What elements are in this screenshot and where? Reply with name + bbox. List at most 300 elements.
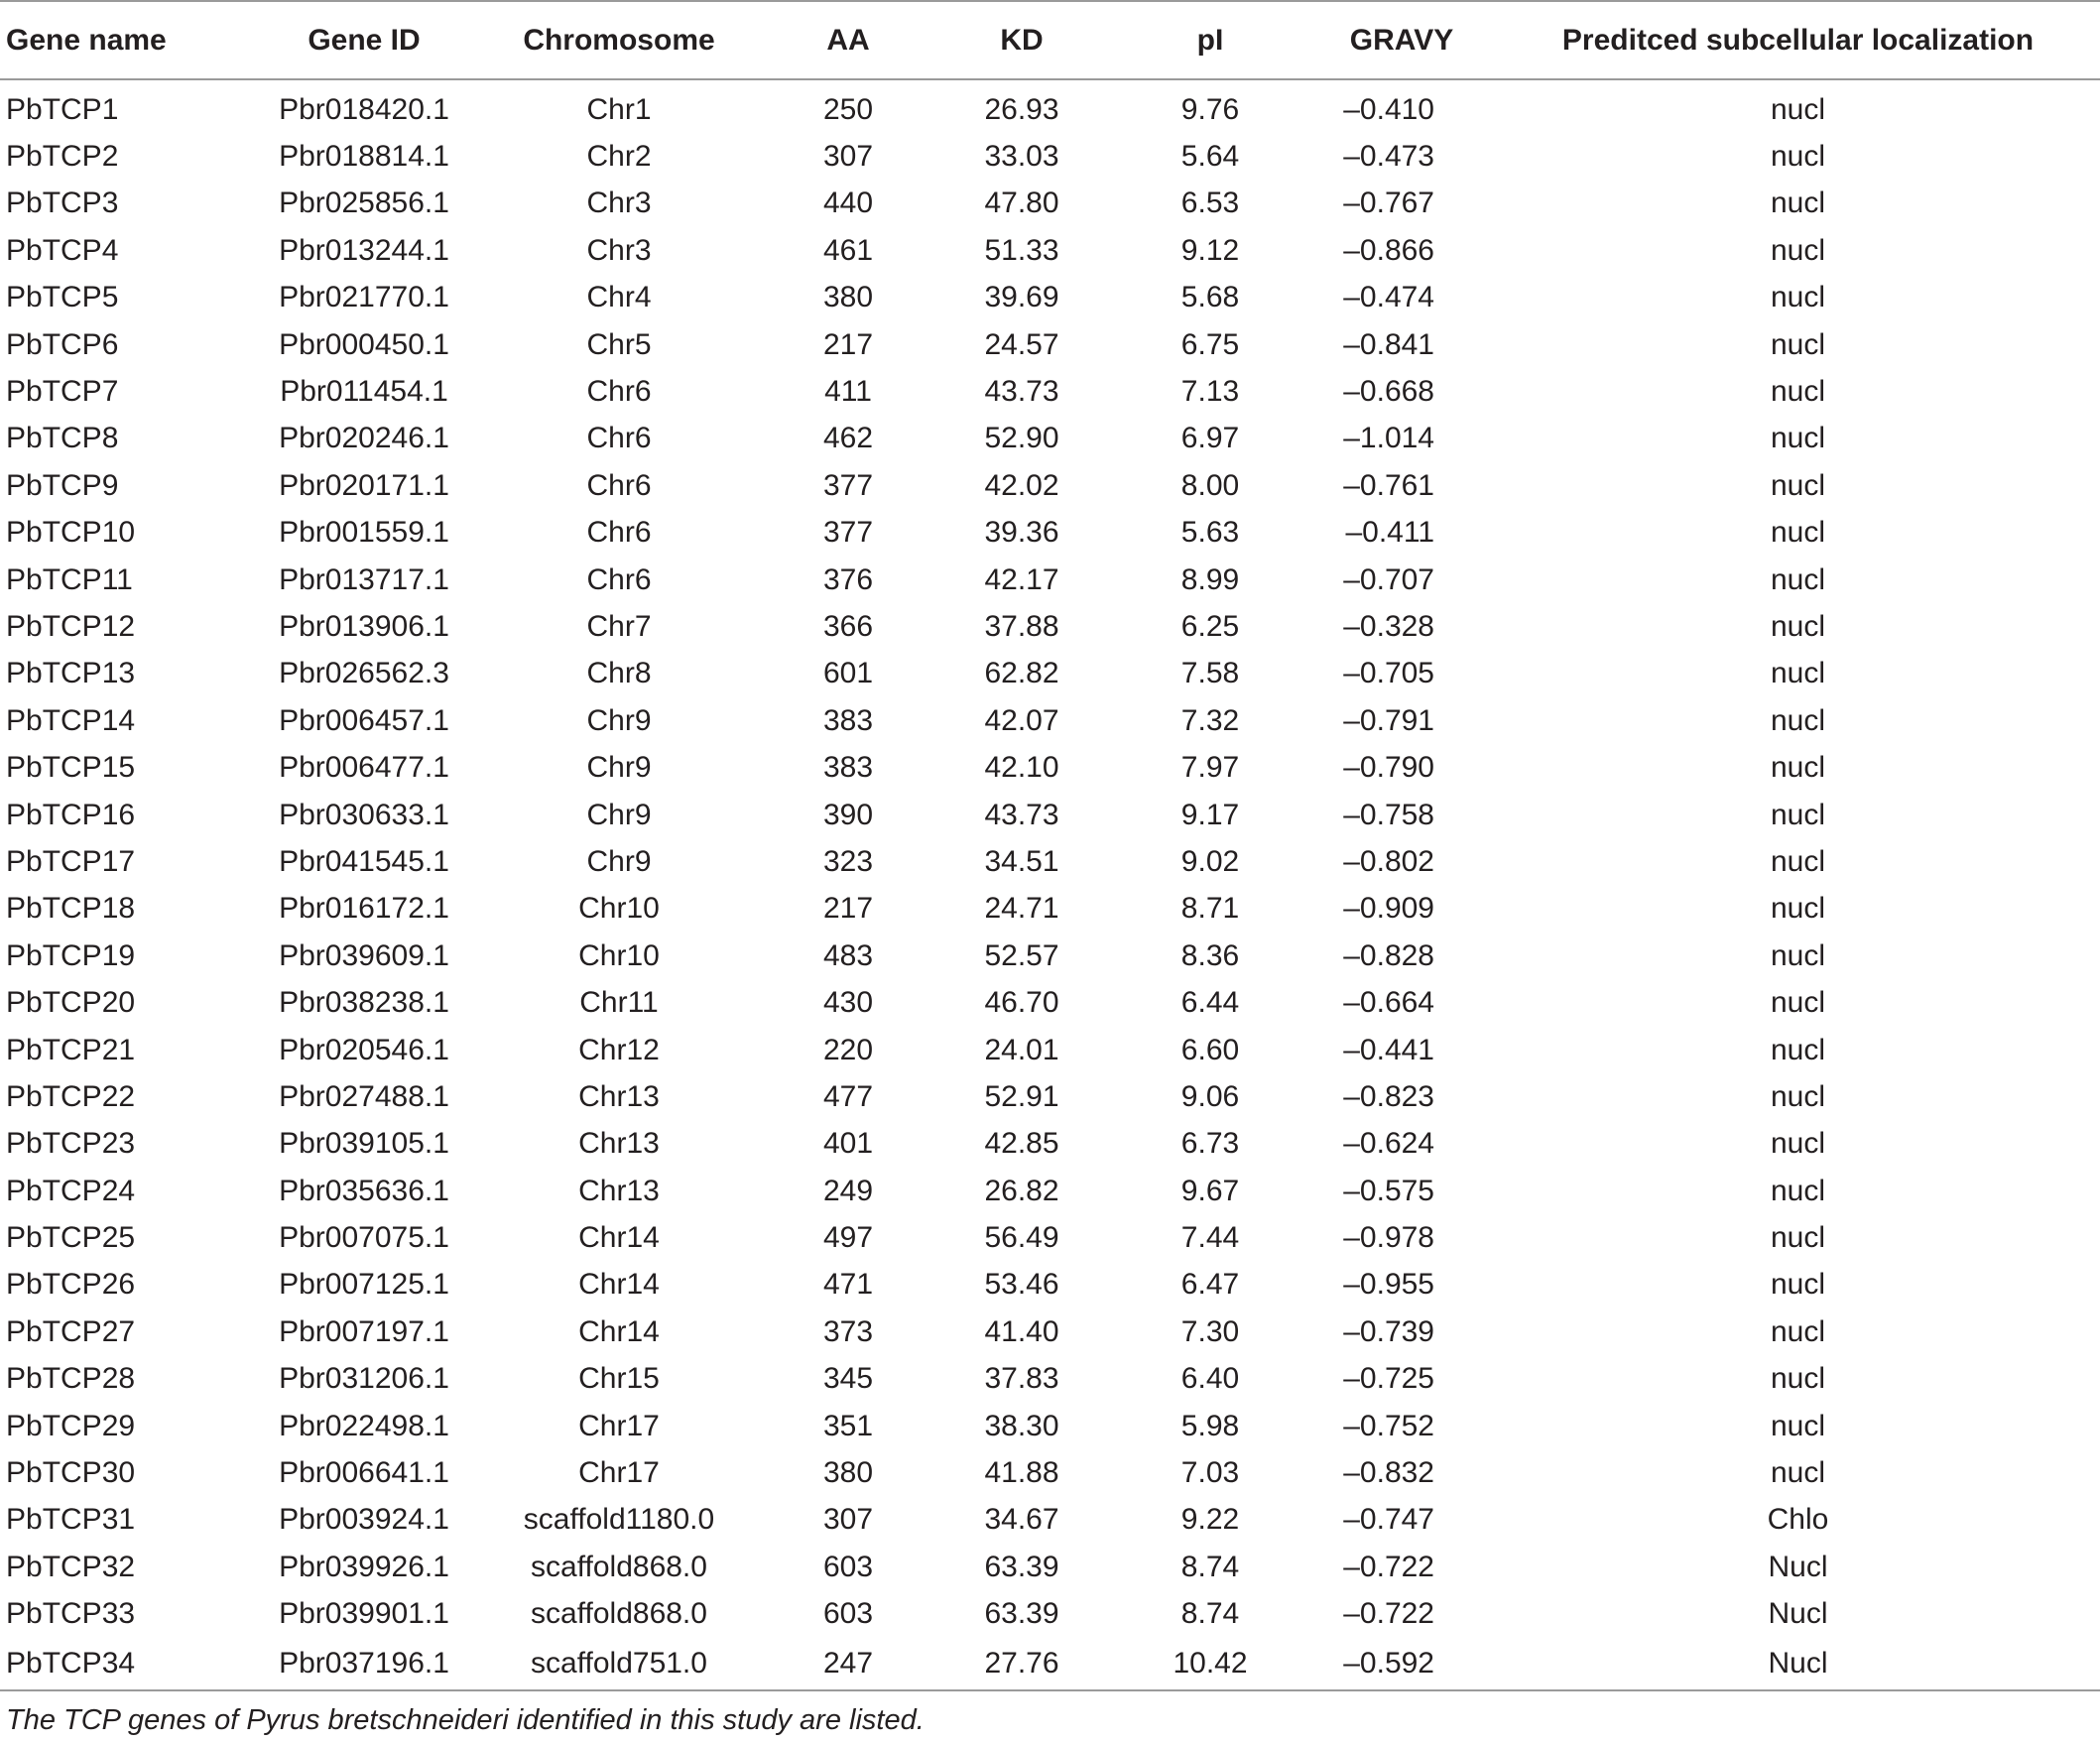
cell-chromosome: Chr6: [586, 562, 652, 596]
cell-pi: 8.71: [1180, 892, 1240, 926]
cell-chromosome: Chr6: [586, 516, 652, 550]
cell-kd: 63.39: [984, 1550, 1059, 1583]
cell-localization: nucl: [1770, 844, 1826, 878]
cell-gene-id: Pbr039926.1: [279, 1550, 449, 1583]
table-row: [0, 181, 2100, 227]
cell-gene-id: Pbr021770.1: [279, 281, 449, 314]
cell-kd: 24.71: [984, 892, 1059, 926]
cell-kd: 52.90: [984, 422, 1059, 455]
cell-kd: 52.91: [984, 1079, 1059, 1113]
table-row: [0, 1073, 2100, 1120]
table-row: [0, 1449, 2100, 1496]
cell-chromosome: Chr11: [579, 986, 659, 1020]
table-header-row: [0, 1, 2100, 79]
cell-gravy: –0.328: [1343, 609, 1434, 643]
table-caption: The TCP genes of Pyrus bretschneideri identified in this study are listed.: [6, 1704, 925, 1736]
cell-gravy: –0.802: [1343, 844, 1434, 878]
cell-aa: 377: [822, 516, 874, 550]
cell-aa: 440: [822, 187, 874, 220]
cell-gene-name: PbTCP28: [6, 1362, 136, 1396]
cell-aa: 430: [822, 986, 874, 1020]
cell-gravy: –0.411: [1345, 516, 1434, 550]
cell-gene-id: Pbr038238.1: [279, 986, 449, 1020]
cell-pi: 10.42: [1113, 1638, 1307, 1690]
cell-aa: 247: [766, 1638, 930, 1690]
cell-aa: 411: [824, 375, 872, 409]
cell-aa: 250: [822, 92, 874, 126]
cell-chromosome: Chr15: [578, 1362, 660, 1396]
cell-localization: nucl: [1770, 375, 1826, 409]
cell-gene-name: PbTCP8: [6, 422, 119, 455]
cell-localization: Chlo: [1767, 1503, 1829, 1537]
cell-gravy: –0.707: [1343, 562, 1434, 596]
cell-localization: nucl: [1770, 1221, 1826, 1255]
cell-chromosome: Chr5: [586, 327, 652, 361]
cell-localization: nucl: [1770, 281, 1826, 314]
cell-gravy: –0.752: [1343, 1409, 1434, 1442]
cell-gene-id: Pbr018420.1: [279, 92, 449, 126]
cell-localization: nucl: [1770, 1314, 1826, 1348]
cell-pi: 6.44: [1180, 986, 1240, 1020]
cell-gene-id: Pbr001559.1: [279, 516, 449, 550]
table-row: [0, 1638, 2100, 1690]
cell-kd: 42.85: [984, 1127, 1059, 1161]
cell-aa: 603: [822, 1597, 874, 1631]
cell-gene-id: Pbr027488.1: [279, 1079, 449, 1113]
cell-gene-name: PbTCP24: [6, 1174, 136, 1207]
cell-gene-id: Pbr037196.1: [256, 1638, 472, 1690]
header-gene-name: Gene name: [0, 1, 256, 79]
cell-gene-id: Pbr041545.1: [279, 844, 449, 878]
cell-gene-id: Pbr031206.1: [279, 1362, 449, 1396]
table-row: [0, 651, 2100, 697]
cell-gravy: –1.014: [1343, 422, 1434, 455]
table-row: [0, 603, 2100, 650]
cell-localization: nucl: [1770, 327, 1826, 361]
cell-chromosome: Chr2: [586, 140, 652, 174]
cell-chromosome: Chr9: [586, 703, 652, 737]
cell-gene-name: PbTCP14: [6, 703, 136, 737]
cell-chromosome: Chr14: [578, 1314, 660, 1348]
cell-localization: nucl: [1770, 422, 1826, 455]
cell-gravy: –0.473: [1343, 140, 1434, 174]
cell-localization: nucl: [1770, 1127, 1826, 1161]
cell-aa: 603: [822, 1550, 874, 1583]
table-body: [0, 79, 2100, 1690]
cell-gene-id: Pbr007197.1: [279, 1314, 449, 1348]
cell-kd: 47.80: [984, 187, 1059, 220]
cell-aa: 307: [822, 1503, 874, 1537]
cell-pi: 7.32: [1180, 703, 1240, 737]
cell-gene-name: PbTCP12: [6, 609, 136, 643]
cell-pi: 9.67: [1180, 1174, 1240, 1207]
table-row: [0, 933, 2100, 979]
cell-gene-id: Pbr035636.1: [279, 1174, 449, 1207]
cell-chromosome: Chr4: [586, 281, 652, 314]
cell-gravy: –0.705: [1343, 657, 1434, 690]
cell-chromosome: Chr9: [586, 844, 652, 878]
cell-gene-id: Pbr006641.1: [279, 1456, 449, 1490]
cell-pi: 9.06: [1180, 1079, 1240, 1113]
cell-kd: 42.17: [984, 562, 1059, 596]
cell-kd: 34.67: [984, 1503, 1059, 1537]
cell-pi: 6.25: [1180, 609, 1240, 643]
cell-kd: 42.02: [984, 468, 1059, 502]
cell-kd: 26.82: [984, 1174, 1059, 1207]
cell-localization: nucl: [1770, 1362, 1826, 1396]
cell-gravy: –0.441: [1343, 1033, 1434, 1066]
cell-pi: 9.17: [1180, 798, 1240, 831]
cell-kd: 33.03: [984, 140, 1059, 174]
cell-gene-name: PbTCP17: [6, 844, 136, 878]
cell-gene-name: PbTCP18: [6, 892, 136, 926]
cell-gene-id: Pbr018814.1: [279, 140, 449, 174]
cell-kd: 43.73: [984, 798, 1059, 831]
cell-pi: 7.13: [1180, 375, 1240, 409]
cell-gravy: –0.474: [1343, 281, 1434, 314]
cell-kd: 41.88: [984, 1456, 1059, 1490]
cell-chromosome: Chr17: [578, 1456, 660, 1490]
table-row: [0, 792, 2100, 838]
cell-kd: 24.01: [984, 1033, 1059, 1066]
cell-localization: nucl: [1770, 516, 1826, 550]
table-row: [0, 321, 2100, 368]
table-row: [0, 133, 2100, 180]
cell-pi: 7.03: [1180, 1456, 1240, 1490]
cell-kd: 39.69: [984, 281, 1059, 314]
cell-pi: 8.36: [1180, 938, 1240, 972]
cell-aa: 383: [822, 703, 874, 737]
table-row: [0, 979, 2100, 1026]
cell-gene-id: Pbr025856.1: [279, 187, 449, 220]
cell-gene-id: Pbr013906.1: [279, 609, 449, 643]
cell-gene-name: PbTCP26: [6, 1268, 136, 1302]
cell-localization: Nucl: [1768, 1550, 1828, 1583]
cell-gene-id: Pbr039105.1: [279, 1127, 449, 1161]
cell-gravy: –0.722: [1343, 1550, 1434, 1583]
cell-gravy: –0.790: [1343, 751, 1434, 785]
cell-aa: 477: [822, 1079, 874, 1113]
cell-gravy: –0.747: [1343, 1503, 1434, 1537]
cell-pi: 5.63: [1180, 516, 1240, 550]
cell-kd: 37.88: [984, 609, 1059, 643]
cell-gravy: –0.828: [1343, 938, 1434, 972]
cell-gene-name: PbTCP32: [6, 1550, 136, 1583]
cell-chromosome: Chr13: [578, 1079, 660, 1113]
cell-gravy: –0.761: [1343, 468, 1434, 502]
cell-gene-name: PbTCP16: [6, 798, 136, 831]
cell-gene-id: Pbr039609.1: [279, 938, 449, 972]
cell-localization: nucl: [1770, 1409, 1826, 1442]
cell-pi: 7.97: [1180, 751, 1240, 785]
table-row: [0, 838, 2100, 885]
cell-localization: nucl: [1770, 703, 1826, 737]
cell-pi: 5.68: [1180, 281, 1240, 314]
cell-gene-id: Pbr016172.1: [279, 892, 449, 926]
cell-aa: 383: [822, 751, 874, 785]
table-row: [0, 368, 2100, 415]
table-row: [0, 275, 2100, 321]
header-chromosome: Chromosome: [472, 1, 766, 79]
cell-chromosome: Chr13: [578, 1127, 660, 1161]
cell-gene-name: PbTCP5: [6, 281, 119, 314]
cell-pi: 9.12: [1180, 233, 1240, 267]
cell-pi: 7.44: [1180, 1221, 1240, 1255]
cell-kd: 26.93: [984, 92, 1059, 126]
cell-gravy: –0.758: [1343, 798, 1434, 831]
cell-chromosome: Chr13: [578, 1174, 660, 1207]
cell-pi: 8.99: [1180, 562, 1240, 596]
cell-gene-id: Pbr039901.1: [279, 1597, 449, 1631]
table-row: [0, 462, 2100, 509]
cell-kd: 53.46: [984, 1268, 1059, 1302]
cell-gene-name: PbTCP21: [6, 1033, 136, 1066]
table-row: [0, 227, 2100, 274]
cell-localization: nucl: [1770, 92, 1826, 126]
table-row: [0, 416, 2100, 462]
header-gene-id: Gene ID: [256, 1, 472, 79]
cell-gravy: –0.592: [1307, 1638, 1496, 1690]
cell-pi: 6.73: [1180, 1127, 1240, 1161]
cell-gene-name: PbTCP29: [6, 1409, 136, 1442]
table-row: [0, 557, 2100, 603]
cell-kd: 52.57: [984, 938, 1059, 972]
cell-localization: nucl: [1770, 1033, 1826, 1066]
cell-localization: nucl: [1770, 892, 1826, 926]
cell-gene-name: PbTCP27: [6, 1314, 136, 1348]
cell-gene-id: Pbr022498.1: [279, 1409, 449, 1442]
cell-gene-id: Pbr026562.3: [279, 657, 449, 690]
cell-gene-id: Pbr013244.1: [279, 233, 449, 267]
cell-localization: nucl: [1770, 187, 1826, 220]
cell-chromosome: Chr6: [586, 468, 652, 502]
cell-chromosome: Chr9: [586, 798, 652, 831]
cell-gravy: –0.767: [1343, 187, 1434, 220]
cell-localization: nucl: [1770, 140, 1826, 174]
cell-gene-name: PbTCP10: [6, 516, 136, 550]
header-aa: AA: [766, 1, 930, 79]
cell-kd: 38.30: [984, 1409, 1059, 1442]
cell-kd: 43.73: [984, 375, 1059, 409]
cell-pi: 6.60: [1180, 1033, 1240, 1066]
cell-gene-name: PbTCP33: [6, 1597, 136, 1631]
cell-gravy: –0.739: [1343, 1314, 1434, 1348]
cell-gene-name: PbTCP1: [6, 92, 119, 126]
cell-aa: 345: [822, 1362, 874, 1396]
cell-pi: 8.74: [1180, 1550, 1240, 1583]
table-row: [0, 1591, 2100, 1638]
cell-kd: 42.10: [984, 751, 1059, 785]
cell-gravy: –0.410: [1343, 92, 1434, 126]
table-row: [0, 1497, 2100, 1544]
cell-chromosome: scaffold1180.0: [523, 1503, 715, 1537]
cell-gravy: –0.664: [1343, 986, 1434, 1020]
cell-chromosome: Chr9: [586, 751, 652, 785]
cell-chromosome: Chr14: [578, 1221, 660, 1255]
table-row: [0, 79, 2100, 133]
cell-aa: 373: [822, 1314, 874, 1348]
cell-pi: 9.76: [1180, 92, 1240, 126]
cell-gene-name: PbTCP15: [6, 751, 136, 785]
table-row: [0, 1262, 2100, 1308]
cell-localization: nucl: [1770, 468, 1826, 502]
cell-gene-id: Pbr013717.1: [279, 562, 449, 596]
header-kd: KD: [930, 1, 1113, 79]
cell-chromosome: Chr12: [578, 1033, 660, 1066]
cell-kd: 27.76: [930, 1638, 1113, 1690]
cell-aa: 380: [822, 281, 874, 314]
cell-pi: 9.22: [1180, 1503, 1240, 1537]
cell-localization: nucl: [1770, 1456, 1826, 1490]
cell-gravy: –0.575: [1343, 1174, 1434, 1207]
cell-gene-name: PbTCP20: [6, 986, 136, 1020]
table-row: [0, 744, 2100, 791]
cell-localization: nucl: [1770, 609, 1826, 643]
cell-aa: 462: [822, 422, 874, 455]
cell-gravy: –0.722: [1343, 1597, 1434, 1631]
cell-gene-id: Pbr011454.1: [280, 375, 448, 409]
cell-chromosome: Chr8: [586, 657, 652, 690]
cell-gravy: –0.866: [1343, 233, 1434, 267]
cell-gene-name: PbTCP13: [6, 657, 136, 690]
cell-aa: 461: [822, 233, 874, 267]
cell-kd: 62.82: [984, 657, 1059, 690]
cell-gene-name: PbTCP31: [6, 1503, 136, 1537]
cell-gravy: –0.725: [1343, 1362, 1434, 1396]
cell-aa: 376: [822, 562, 874, 596]
cell-gene-name: PbTCP6: [6, 327, 119, 361]
cell-aa: 601: [822, 657, 874, 690]
cell-localization: Nucl: [1496, 1638, 2100, 1690]
cell-chromosome: Chr3: [586, 187, 652, 220]
cell-gravy: –0.624: [1343, 1127, 1434, 1161]
cell-kd: 56.49: [984, 1221, 1059, 1255]
cell-pi: 6.75: [1180, 327, 1240, 361]
cell-kd: 24.57: [984, 327, 1059, 361]
cell-gene-name: PbTCP4: [6, 233, 119, 267]
cell-gravy: –0.841: [1343, 327, 1434, 361]
table-row: [0, 886, 2100, 933]
cell-gene-id: Pbr020546.1: [279, 1033, 449, 1066]
cell-aa: 249: [822, 1174, 874, 1207]
cell-pi: 5.98: [1180, 1409, 1240, 1442]
table-row: [0, 1168, 2100, 1214]
cell-gene-id: Pbr000450.1: [279, 327, 449, 361]
cell-chromosome: Chr3: [586, 233, 652, 267]
cell-localization: nucl: [1770, 986, 1826, 1020]
table-row: [0, 1403, 2100, 1449]
cell-kd: 41.40: [984, 1314, 1059, 1348]
cell-gene-id: Pbr003924.1: [279, 1503, 449, 1537]
cell-gene-name: PbTCP25: [6, 1221, 136, 1255]
cell-chromosome: Chr10: [578, 892, 660, 926]
cell-aa: 377: [822, 468, 874, 502]
cell-gravy: –0.909: [1343, 892, 1434, 926]
cell-chromosome: Chr17: [578, 1409, 660, 1442]
cell-gravy: –0.668: [1343, 375, 1434, 409]
cell-chromosome: scaffold868.0: [531, 1597, 707, 1631]
cell-aa: 217: [822, 892, 874, 926]
cell-kd: 37.83: [984, 1362, 1059, 1396]
cell-gene-name: PbTCP3: [6, 187, 119, 220]
cell-localization: nucl: [1770, 798, 1826, 831]
cell-gene-name: PbTCP7: [6, 375, 119, 409]
cell-aa: 471: [822, 1268, 874, 1302]
header-pi: pI: [1113, 1, 1307, 79]
cell-gene-name: PbTCP2: [6, 140, 119, 174]
cell-localization: nucl: [1770, 938, 1826, 972]
cell-gene-id: Pbr020171.1: [279, 468, 449, 502]
cell-aa: 497: [822, 1221, 874, 1255]
cell-kd: 42.07: [984, 703, 1059, 737]
cell-pi: 6.53: [1180, 187, 1240, 220]
table-row: [0, 510, 2100, 557]
cell-gene-name: PbTCP19: [6, 938, 136, 972]
cell-chromosome: scaffold868.0: [531, 1550, 707, 1583]
table-row: [0, 1121, 2100, 1168]
cell-chromosome: scaffold751.0: [472, 1638, 766, 1690]
cell-localization: nucl: [1770, 1174, 1826, 1207]
cell-gene-id: Pbr007125.1: [279, 1268, 449, 1302]
cell-localization: nucl: [1770, 562, 1826, 596]
cell-gene-id: Pbr007075.1: [279, 1221, 449, 1255]
cell-localization: nucl: [1770, 1079, 1826, 1113]
table-row: [0, 697, 2100, 744]
cell-localization: nucl: [1770, 657, 1826, 690]
cell-aa: 401: [822, 1127, 874, 1161]
cell-pi: 5.64: [1180, 140, 1240, 174]
table-row: [0, 1356, 2100, 1403]
cell-gravy: –0.955: [1343, 1268, 1434, 1302]
cell-gene-id: Pbr020246.1: [279, 422, 449, 455]
cell-gravy: –0.978: [1343, 1221, 1434, 1255]
table-row: [0, 1544, 2100, 1590]
table-row: [0, 1214, 2100, 1261]
cell-aa: 366: [822, 609, 874, 643]
cell-gene-id: Pbr006477.1: [279, 751, 449, 785]
cell-gravy: –0.791: [1343, 703, 1434, 737]
cell-pi: 9.02: [1180, 844, 1240, 878]
cell-aa: 351: [822, 1409, 874, 1442]
cell-chromosome: Chr10: [578, 938, 660, 972]
cell-gene-name: PbTCP23: [6, 1127, 136, 1161]
cell-gene-name: PbTCP34: [0, 1638, 256, 1690]
cell-gene-name: PbTCP9: [6, 468, 119, 502]
cell-aa: 307: [822, 140, 874, 174]
cell-aa: 323: [822, 844, 874, 878]
cell-pi: 6.40: [1180, 1362, 1240, 1396]
cell-gene-name: PbTCP11: [6, 562, 133, 596]
cell-gravy: –0.823: [1343, 1079, 1434, 1113]
cell-aa: 380: [822, 1456, 874, 1490]
cell-pi: 6.97: [1180, 422, 1240, 455]
cell-gene-name: PbTCP22: [6, 1079, 136, 1113]
cell-gene-id: Pbr006457.1: [279, 703, 449, 737]
cell-localization: nucl: [1770, 1268, 1826, 1302]
cell-gene-id: Pbr030633.1: [279, 798, 449, 831]
cell-pi: 6.47: [1180, 1268, 1240, 1302]
table-row: [0, 1308, 2100, 1355]
cell-kd: 46.70: [984, 986, 1059, 1020]
cell-chromosome: Chr6: [586, 375, 652, 409]
cell-chromosome: Chr7: [586, 609, 652, 643]
cell-aa: 220: [822, 1033, 874, 1066]
cell-gravy: –0.832: [1343, 1456, 1434, 1490]
cell-pi: 8.74: [1180, 1597, 1240, 1631]
cell-chromosome: Chr1: [586, 92, 652, 126]
cell-aa: 217: [822, 327, 874, 361]
cell-aa: 483: [822, 938, 874, 972]
